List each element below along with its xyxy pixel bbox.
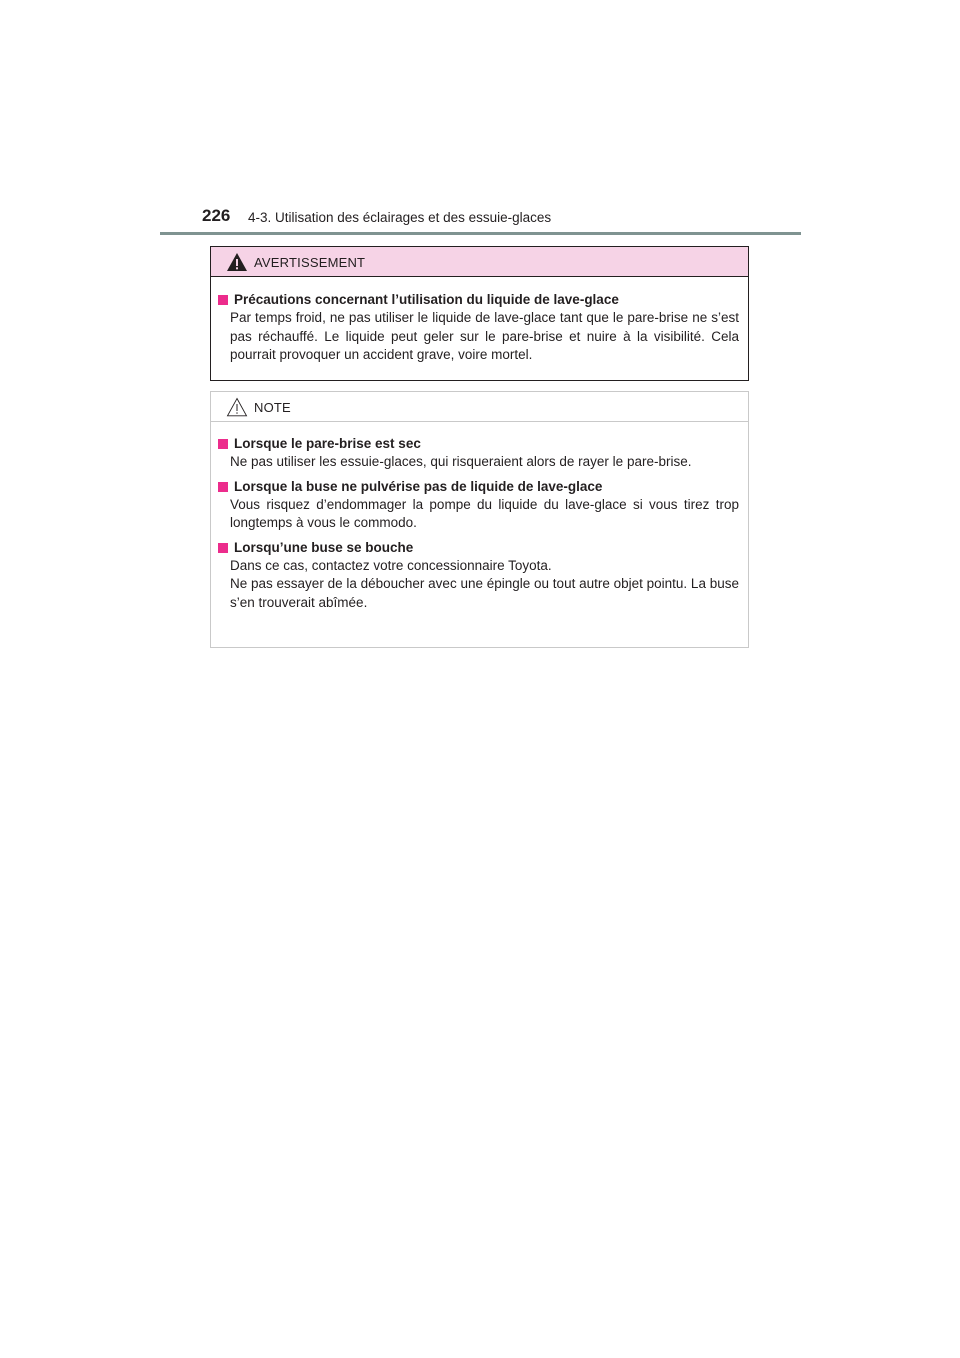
warning-label: AVERTISSEMENT [254, 255, 366, 270]
header-rule [160, 232, 801, 235]
page-number: 226 [202, 206, 231, 225]
warning-header [211, 247, 748, 277]
warning-triangle-icon [226, 252, 248, 272]
warning-body [211, 277, 748, 365]
item-title-text: Précautions concernant l’utilisation du liquide de lave-glace [234, 292, 619, 307]
item-title [218, 478, 739, 496]
item-text: Ne pas utiliser les essuie-glaces, qui risqueraient alors de rayer le pare-brise. [230, 454, 692, 469]
warning-item [218, 291, 739, 365]
note-item [218, 539, 739, 613]
item-title [218, 435, 739, 453]
section-title: 4-3. Utilisation des éclairages et des essuie-glaces [248, 210, 552, 225]
item-title-text: Lorsque le pare-brise est sec [234, 436, 421, 451]
page-header [160, 200, 801, 236]
item-title [218, 291, 739, 309]
note-item [218, 435, 739, 472]
note-label: NOTE [254, 400, 291, 415]
item-text [218, 557, 739, 613]
square-bullet-icon [218, 295, 228, 305]
item-text-line: Dans ce cas, contactez votre concessionnaire Toyota. [230, 557, 552, 573]
item-text: Par temps froid, ne pas utiliser le liquide de lave-glace tant que le pare-brise ne s’est pas réchauffé. Le liquide peut geler sur le pare-brise et nuire à la visibilité. Cela pourrait provoquer un accident grave, voire mortel. [230, 310, 739, 362]
warning-box [210, 246, 749, 381]
item-text-line: Ne pas essayer de la déboucher avec une épingle ou tout autre objet pointu. La buse s’en trouverait abîmée. [230, 576, 739, 610]
note-body [211, 422, 748, 612]
note-box [210, 391, 749, 648]
item-title [218, 539, 739, 557]
square-bullet-icon [218, 439, 228, 449]
item-title-text: Lorsque la buse ne pulvérise pas de liquide de lave-glace [234, 478, 603, 494]
item-text: Vous risquez d’endommager la pompe du liquide du lave-glace si vous tirez trop longtemps à vous le commodo. [230, 496, 739, 530]
square-bullet-icon [218, 543, 228, 553]
item-title-text: Lorsqu’une buse se bouche [234, 539, 414, 555]
note-item [218, 478, 739, 533]
note-header [211, 392, 748, 422]
caution-outline-icon [226, 397, 248, 417]
square-bullet-icon [218, 482, 228, 492]
